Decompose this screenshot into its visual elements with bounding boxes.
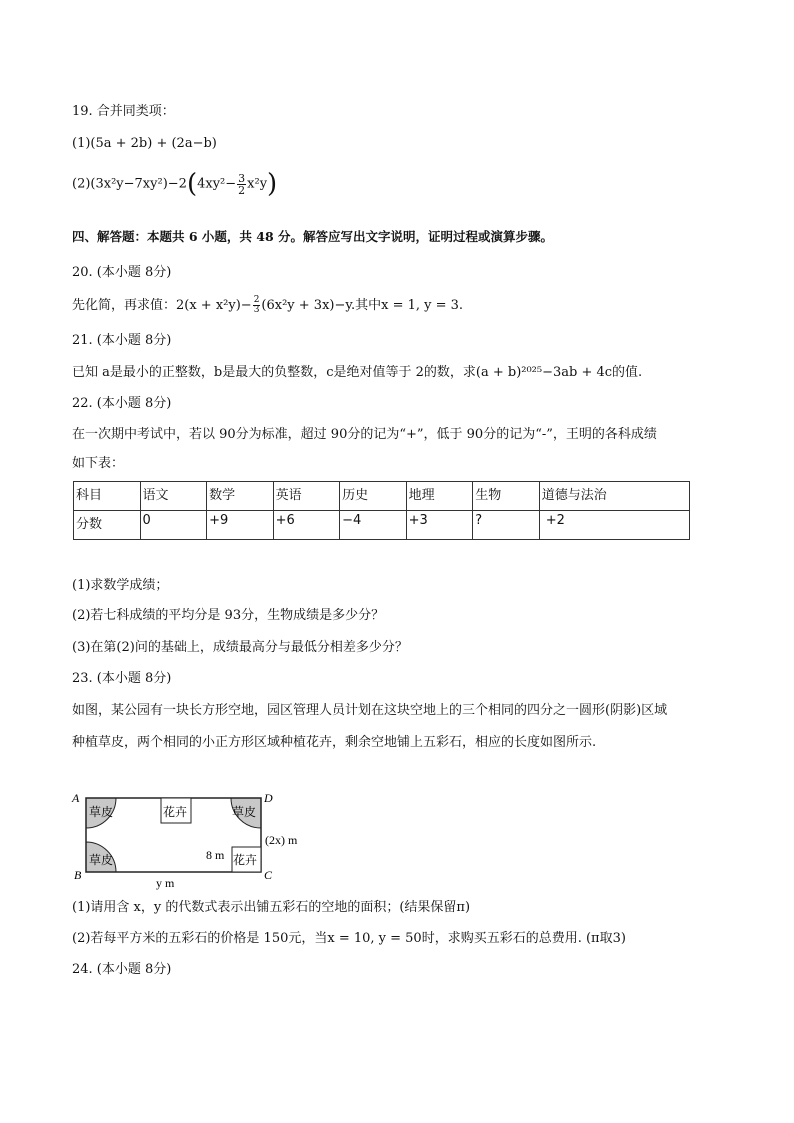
- q20-title: 20. (本小题 8分): [72, 265, 172, 280]
- table-cell: −4: [340, 511, 407, 540]
- table-cell: +6: [273, 511, 340, 540]
- q22-sub2: (2)若七科成绩的平均分是 93分，生物成绩是多少分？: [72, 608, 385, 623]
- q19-part2-b: 4xy²−: [197, 176, 237, 192]
- q22-text2: 如下表：: [72, 456, 125, 471]
- score-table: [73, 481, 690, 540]
- flower-label-bottom: 花卉: [233, 853, 258, 867]
- table-cell: 语文: [140, 482, 207, 511]
- table-cell: +9: [207, 511, 274, 540]
- grass-label-tr: 草皮: [232, 805, 257, 819]
- q23-text2: 种植草皮，两个相同的小正方形区域种植花卉，剩余空地铺上五彩石，相应的长度如图所示.: [72, 735, 597, 750]
- table-cell: 英语: [273, 482, 340, 511]
- q21-title: 21. (本小题 8分): [72, 333, 172, 348]
- paren-close: ): [267, 169, 278, 199]
- label-d: D: [264, 791, 273, 805]
- label-b: B: [74, 868, 82, 882]
- q19-part2: [72, 171, 277, 197]
- q20-text-a: 先化简，再求值：2(x + x²y)−: [72, 298, 252, 313]
- table-cell: 数学: [207, 482, 274, 511]
- q22-text1: 在一次期中考试中，若以 90分为标准，超过 90分的记为“+”，低于 90分的记为“-”，王明的各科成绩: [72, 427, 657, 442]
- q20-text: [72, 296, 463, 315]
- q20-text-b: (6x²y + 3x)−y.其中x = 1, y = 3.: [261, 298, 464, 313]
- grass-label-bl: 草皮: [89, 853, 114, 867]
- label-c: C: [264, 868, 273, 882]
- q22-sub1: (1)求数学成绩；: [72, 578, 169, 593]
- table-cell: +3: [406, 511, 473, 540]
- paren-open: (: [186, 169, 198, 199]
- table-cell: 历史: [340, 482, 407, 511]
- fraction: $\frac{3}{2}$: [238, 171, 246, 197]
- section-heading: 四、解答题：本题共 6 小题，共 48 分。解答应写出文字说明，证明过程或演算步骤。: [72, 229, 554, 244]
- label-2x: (2x) m: [265, 833, 298, 847]
- label-a: A: [72, 791, 80, 805]
- park-diagram: [70, 786, 320, 892]
- q19-title: 19. 合并同类项：: [72, 104, 175, 119]
- label-8m: 8 m: [206, 848, 225, 862]
- q19-part1: (1)(5a + 2b) + (2a−b): [72, 136, 217, 151]
- table-cell: 地理: [406, 482, 473, 511]
- table-cell: ?: [473, 511, 540, 540]
- q22-title: 22. (本小题 8分): [72, 396, 172, 411]
- table-cell: 0: [140, 511, 207, 540]
- table-cell: 生物: [473, 482, 540, 511]
- flower-label-top: 花卉: [163, 805, 188, 819]
- q19-part2-a: (2)(3x²y−7xy²)−2: [72, 176, 187, 192]
- q19-part2-c: x²y: [247, 176, 268, 192]
- label-y: y m: [156, 876, 175, 890]
- table-cell: +2: [539, 511, 689, 540]
- q24-title: 24. (本小题 8分): [72, 962, 172, 977]
- table-header-row: [74, 482, 690, 511]
- q23-sub2: (2)若每平方米的五彩石的价格是 150元，当x = 10, y = 50时，求购买五彩石的总费用. (π取3): [72, 931, 626, 946]
- q22-sub3: (3)在第(2)问的基础上，成绩最高分与最低分相差多少分？: [72, 640, 408, 655]
- table-cell: 科目: [74, 482, 141, 511]
- q23-sub1: (1)请用含 x，y 的代数式表示出铺五彩石的空地的面积；(结果保留π): [72, 900, 471, 915]
- fraction: $\frac{2}{3}$: [253, 295, 260, 315]
- q23-text1: 如图，某公园有一块长方形空地，园区管理人员计划在这块空地上的三个相同的四分之一圆形(阴影)区域: [72, 703, 668, 718]
- grass-label-tl: 草皮: [89, 805, 114, 819]
- table-cell: 道德与法治: [539, 482, 689, 511]
- table-cell: 分数: [74, 511, 141, 540]
- q23-title: 23. (本小题 8分): [72, 671, 172, 686]
- table-row: [74, 511, 690, 540]
- q21-text: 已知 a是最小的正整数，b是最大的负整数，c是绝对值等于 2的数，求(a + b)²⁰²⁵−3ab + 4c的值.: [72, 365, 643, 380]
